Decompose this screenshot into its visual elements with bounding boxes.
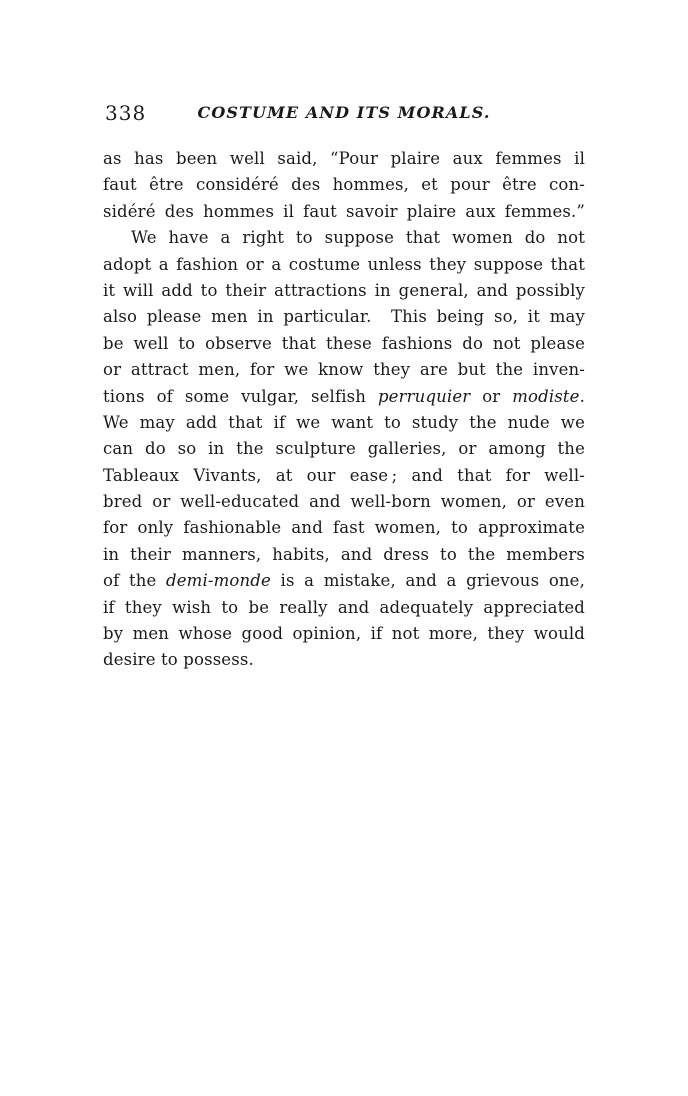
text-segment: as has been well said, “Pour plaire aux femmes il bbox=[103, 149, 585, 168]
body-text bbox=[103, 146, 585, 674]
italic-text: perruquier bbox=[377, 386, 471, 406]
running-title: COSTUME AND ITS MORALS. bbox=[197, 103, 491, 122]
text-segment: desire to possess. bbox=[103, 650, 254, 670]
page-number: 338 bbox=[105, 101, 147, 125]
text-segment: by men whose good opinion, if not more, they would bbox=[103, 624, 585, 644]
text-segment: or attract men, for we know they are but the inven- bbox=[103, 360, 585, 380]
text-segment: in their manners, habits, and dress to the members bbox=[103, 544, 585, 564]
text-line bbox=[103, 384, 585, 410]
text-segment: adopt a fashion or a costume unless they suppose that bbox=[103, 254, 585, 274]
paragraph bbox=[103, 225, 585, 674]
text-segment: it will add to their attractions in general, and possibly bbox=[103, 280, 585, 300]
page-header bbox=[103, 101, 585, 127]
text-segment: . bbox=[579, 386, 585, 406]
text-segment: is a mistake, and a grievous one, bbox=[270, 571, 585, 591]
text-line bbox=[103, 304, 585, 330]
text-line bbox=[103, 225, 585, 251]
text-segment: be well to observe that these fashions do not please bbox=[103, 333, 585, 353]
text-line bbox=[103, 463, 585, 489]
text-line bbox=[103, 278, 585, 304]
text-line bbox=[103, 568, 585, 594]
text-line bbox=[103, 489, 585, 515]
text-segment: We may add that if we want to study the nude we bbox=[103, 412, 585, 432]
text-line bbox=[103, 647, 585, 673]
text-segment: can do so in the sculpture galleries, or among the bbox=[103, 439, 585, 459]
paragraph bbox=[103, 146, 585, 225]
text-line bbox=[103, 621, 585, 647]
text-segment: Tableaux Vivants, at our ease ; and that for well- bbox=[103, 465, 585, 485]
text-segment: bred or well-educated and well-born women, or even bbox=[103, 492, 585, 512]
text-segment: sidéré des hommes il faut savoir plaire aux femmes.” bbox=[103, 201, 585, 221]
text-line bbox=[103, 542, 585, 568]
text-segment: or bbox=[470, 386, 513, 406]
text-segment: if they wish to be really and adequately appreciated bbox=[103, 597, 585, 617]
text-segment: faut être considéré des hommes, et pour être con- bbox=[103, 175, 585, 195]
text-line bbox=[103, 436, 585, 462]
text-segment: tions of some vulgar, selfish bbox=[103, 386, 378, 406]
italic-text: modiste bbox=[512, 386, 580, 406]
text-line bbox=[103, 146, 585, 172]
text-line bbox=[103, 331, 585, 357]
text-line bbox=[103, 410, 585, 436]
text-line bbox=[103, 172, 585, 198]
text-segment: We have a right to suppose that women do not bbox=[131, 228, 585, 248]
text-segment: also please men in particular. This being so, it may bbox=[103, 307, 585, 327]
italic-text: demi-monde bbox=[166, 571, 271, 591]
text-line bbox=[103, 595, 585, 621]
text-line bbox=[103, 515, 585, 541]
text-line bbox=[103, 357, 585, 383]
text-line bbox=[103, 252, 585, 278]
text-segment: of the bbox=[103, 571, 167, 591]
text-segment: for only fashionable and fast women, to approximate bbox=[103, 518, 585, 538]
text-line bbox=[103, 199, 585, 225]
